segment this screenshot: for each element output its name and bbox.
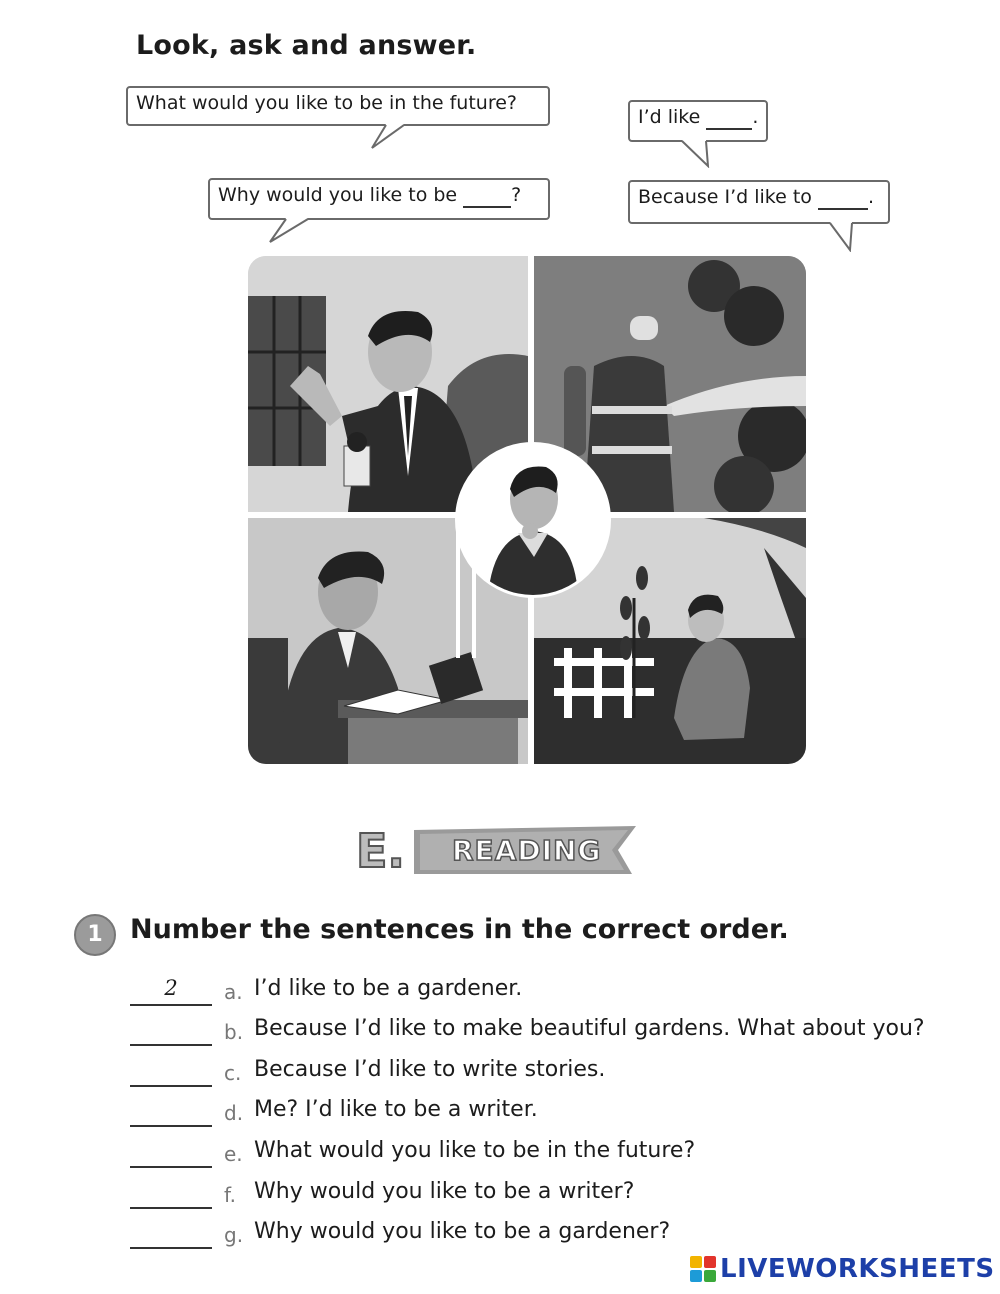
item-sentence: Why would you like to be a gardener? <box>254 1219 671 1244</box>
answer-field[interactable] <box>130 1097 212 1127</box>
page-title: Look, ask and answer. <box>136 30 477 61</box>
item-sentence: Because I’d like to write stories. <box>254 1057 606 1082</box>
answer-field[interactable] <box>130 1179 212 1209</box>
answer-field[interactable] <box>130 1016 212 1046</box>
bubble-tail-icon <box>368 124 408 150</box>
answer-field[interactable]: 2 <box>130 976 212 1006</box>
liveworksheets-logo <box>690 1252 995 1286</box>
answer-field[interactable] <box>130 1219 212 1249</box>
logo-mark-icon <box>690 1256 716 1282</box>
bubble-text-suffix: . <box>752 106 759 128</box>
item-sentence: What would you like to be in the future? <box>254 1138 696 1163</box>
answer-blank[interactable] <box>818 186 868 210</box>
item-letter: d. <box>224 1101 244 1125</box>
bubble-text-suffix: . <box>867 186 874 208</box>
jobs-illustration <box>248 256 806 764</box>
thinking-boy-portrait <box>455 442 611 598</box>
item-letter: c. <box>224 1061 242 1085</box>
answer-field[interactable] <box>130 1138 212 1168</box>
bubble-tail-icon <box>264 218 314 246</box>
speech-bubble-why <box>208 178 550 220</box>
bubble-tail-icon <box>826 222 866 252</box>
bubble-text: I’d like <box>638 106 707 128</box>
bubble-text: Because I’d like to <box>638 186 818 208</box>
thinking-boy-icon <box>458 445 608 595</box>
answer-blank[interactable] <box>463 184 511 208</box>
section-banner <box>356 820 646 884</box>
section-label: READING <box>452 834 602 867</box>
bubble-text: What would you like to be in the future? <box>136 92 517 114</box>
item-sentence: Because I’d like to make beautiful gardens. What about you? <box>254 1016 925 1041</box>
item-letter: f. <box>224 1183 236 1207</box>
bubble-tail-icon <box>678 140 718 168</box>
bubble-text-suffix: ? <box>511 184 522 206</box>
item-letter: e. <box>224 1142 243 1166</box>
item-sentence: Why would you like to be a writer? <box>254 1179 635 1204</box>
speech-bubble-because <box>628 180 890 224</box>
item-sentence: I’d like to be a gardener. <box>254 976 523 1001</box>
section-letter: E. <box>356 824 405 878</box>
exercise-number-badge: 1 <box>74 914 116 956</box>
speech-bubble-question <box>126 86 550 126</box>
speech-bubble-answer <box>628 100 768 142</box>
item-letter: b. <box>224 1020 244 1044</box>
answer-field[interactable] <box>130 1057 212 1087</box>
logo-text: LIVEWORKSHEETS <box>720 1254 995 1284</box>
item-sentence: Me? I’d like to be a writer. <box>254 1097 538 1122</box>
answer-blank[interactable] <box>706 106 752 130</box>
item-letter: a. <box>224 980 243 1004</box>
item-letter: g. <box>224 1223 244 1247</box>
bubble-text: Why would you like to be <box>218 184 464 206</box>
exercise-title: Number the sentences in the correct order. <box>130 914 789 945</box>
